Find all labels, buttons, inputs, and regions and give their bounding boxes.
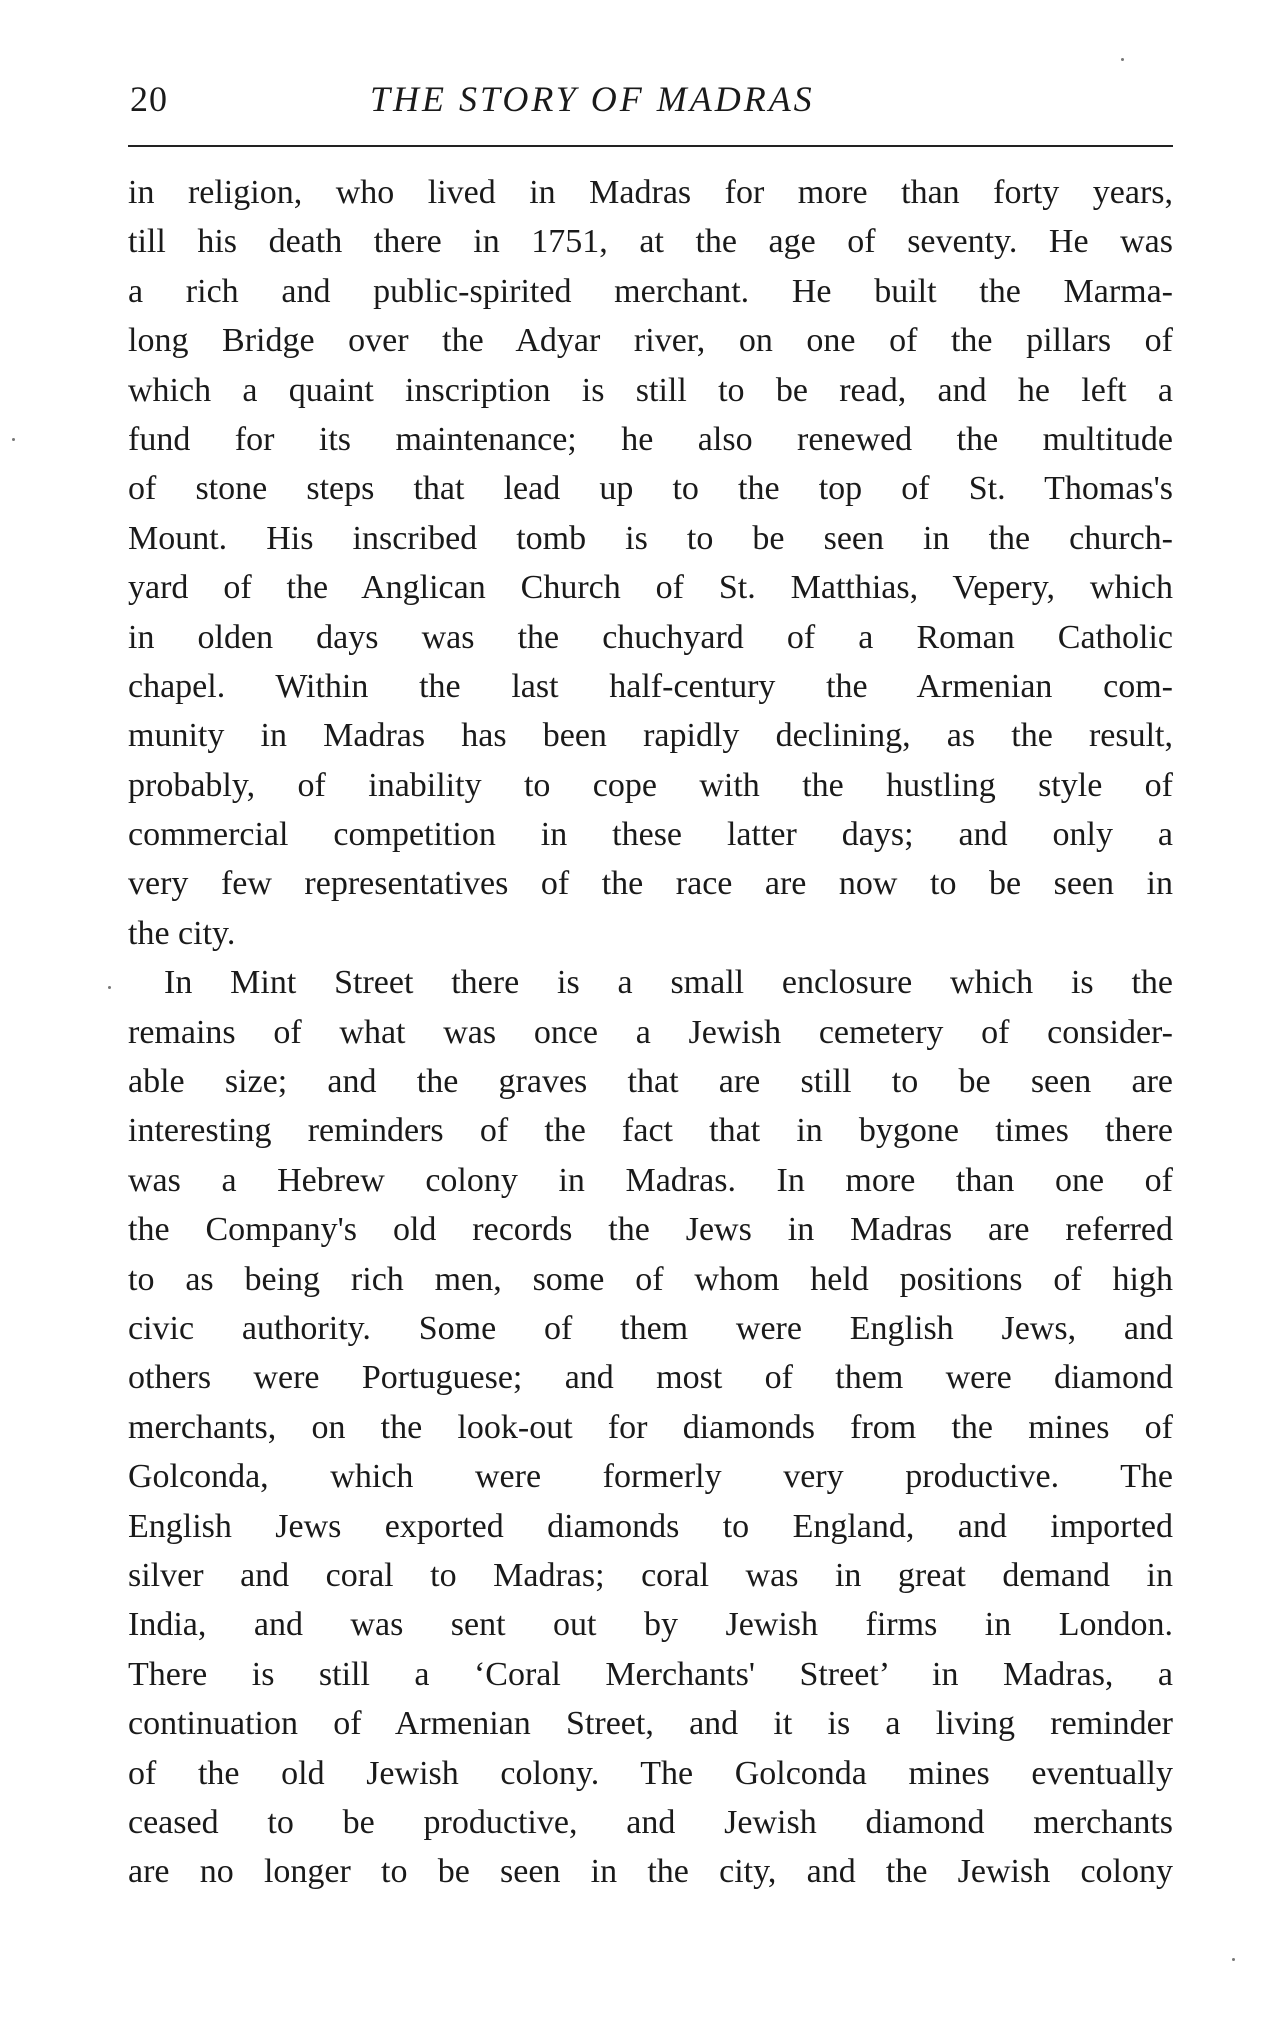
text-line: are no longer to be seen in the city, and the Jewish colony bbox=[128, 1853, 1173, 1891]
text-line: in religion, who lived in Madras for more than forty years, bbox=[128, 174, 1173, 211]
text-line: munity in Madras has been rapidly declining, as the result, bbox=[128, 717, 1173, 755]
text-line: which a quaint inscription is still to be read, and he left a bbox=[128, 371, 1173, 409]
text-line: fund for its maintenance; he also renewed the multitude bbox=[128, 420, 1173, 458]
header-rule bbox=[128, 145, 1173, 147]
scan-speck bbox=[12, 438, 15, 441]
text-line: silver and coral to Madras; coral was in great demand in bbox=[128, 1556, 1173, 1594]
text-line: remains of what was once a Jewish cemetery of consider- bbox=[128, 1013, 1173, 1051]
text-line: of the old Jewish colony. The Golconda mines eventually bbox=[128, 1754, 1173, 1792]
text-line: chapel. Within the last half-century the Armenian com- bbox=[128, 667, 1173, 705]
text-line: Golconda, which were formerly very productive. The bbox=[128, 1458, 1173, 1496]
scan-speck bbox=[108, 986, 111, 989]
running-head bbox=[130, 78, 1170, 128]
text-line: continuation of Armenian Street, and it is a living reminder bbox=[128, 1705, 1173, 1743]
text-line: civic authority. Some of them were English Jews, and bbox=[128, 1309, 1173, 1347]
text-line: of stone steps that lead up to the top of St. Thomas's bbox=[128, 470, 1173, 508]
text-line: interesting reminders of the fact that in bygone times there bbox=[128, 1112, 1173, 1150]
text-line: was a Hebrew colony in Madras. In more than one of bbox=[128, 1161, 1173, 1199]
scan-speck bbox=[1232, 1958, 1235, 1961]
text-line: English Jews exported diamonds to England, and imported bbox=[128, 1507, 1173, 1545]
text-line: to as being rich men, some of whom held positions of high bbox=[128, 1260, 1173, 1298]
scan-speck bbox=[1121, 58, 1124, 61]
text-line: a rich and public-spirited merchant. He built the Marma- bbox=[128, 272, 1173, 310]
text-line: probably, of inability to cope with the hustling style of bbox=[128, 766, 1173, 804]
page-number: 20 bbox=[130, 79, 168, 119]
text-line: ceased to be productive, and Jewish diamond merchants bbox=[128, 1803, 1173, 1841]
text-line: the Company's old records the Jews in Madras are referred bbox=[128, 1211, 1173, 1249]
text-line: merchants, on the look-out for diamonds from the mines of bbox=[128, 1408, 1173, 1446]
text-line: very few representatives of the race are now to be seen in bbox=[128, 865, 1173, 903]
text-line: long Bridge over the Adyar river, on one of the pillars of bbox=[128, 322, 1173, 360]
text-line: Mount. His inscribed tomb is to be seen in the church- bbox=[128, 519, 1173, 557]
text-line: able size; and the graves that are still to be seen are bbox=[128, 1063, 1173, 1101]
text-line: India, and was sent out by Jewish firms in London. bbox=[128, 1606, 1173, 1644]
text-line: in olden days was the chuchyard of a Roman Catholic bbox=[128, 618, 1173, 656]
text-line: There is still a ‘Coral Merchants' Street’ in Madras, a bbox=[128, 1655, 1173, 1693]
paragraph-last-line: the city. bbox=[128, 914, 236, 952]
text-line: commercial competition in these latter days; and only a bbox=[128, 816, 1173, 854]
text-line: others were Portuguese; and most of them were diamond bbox=[128, 1359, 1173, 1397]
running-title: THE STORY OF MADRAS bbox=[370, 79, 815, 119]
body-text bbox=[128, 168, 1173, 1897]
text-line: till his death there in 1751, at the age of seventy. He was bbox=[128, 223, 1173, 261]
text-line: yard of the Anglican Church of St. Matthias, Vepery, which bbox=[128, 569, 1173, 607]
paragraph-first-line: In Mint Street there is a small enclosure which is the bbox=[164, 964, 1173, 1002]
